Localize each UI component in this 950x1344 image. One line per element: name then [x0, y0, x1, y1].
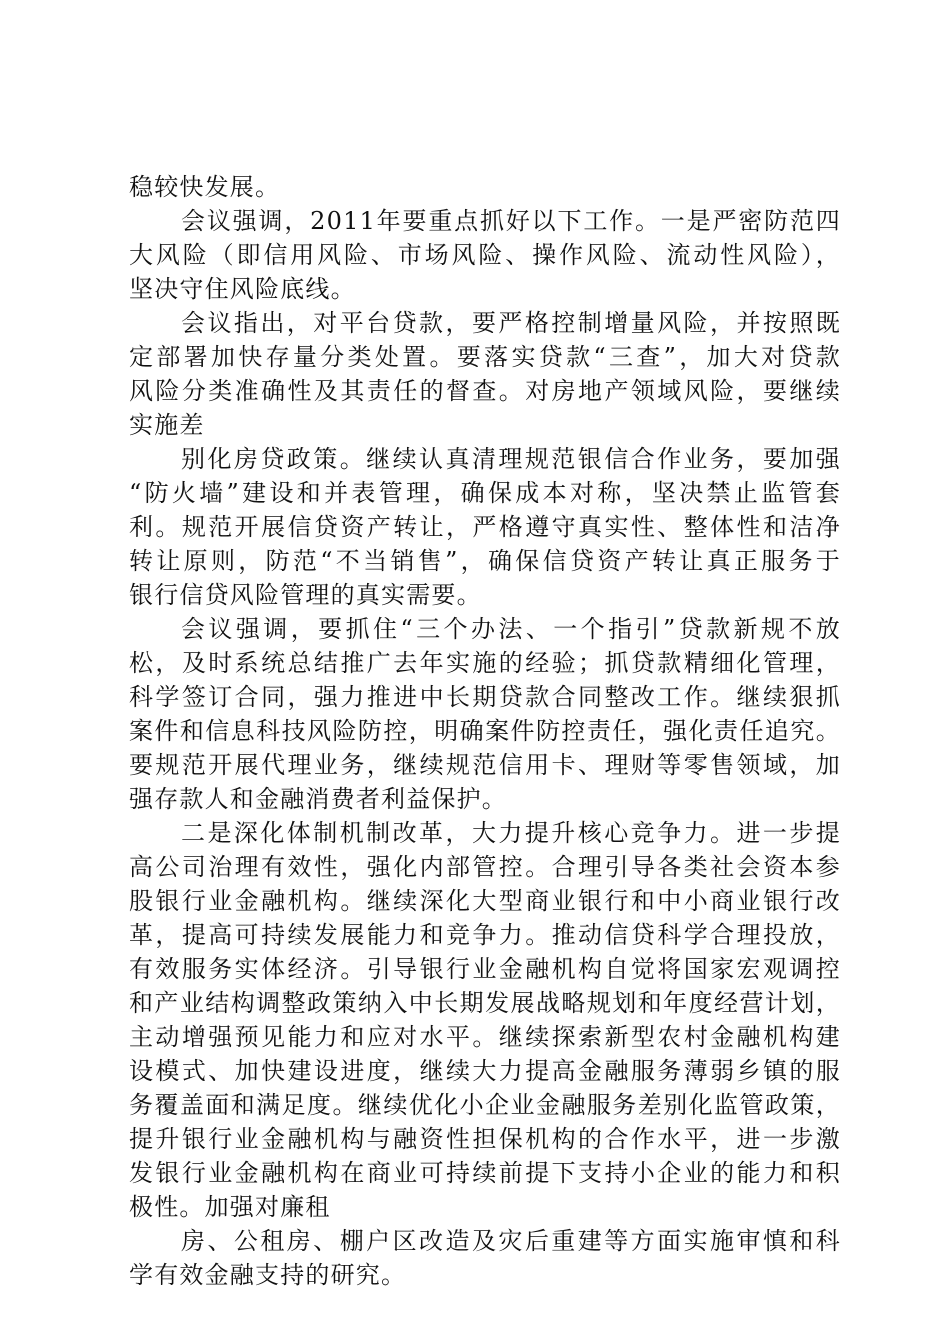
text-line: 别化房贷政策。继续认真清理规范银信合作业务，要加强 — [181, 445, 841, 473]
text-line: 设模式、加快建设进度，继续大力提高金融服务薄弱乡镇的服 — [129, 1057, 841, 1085]
text-line: 转让原则，防范“不当销售”，确保信贷资产转让真正服务于 — [129, 547, 841, 575]
text-line: 银行信贷风险管理的真实需要。 — [129, 581, 482, 609]
text-line: 会议强调，要抓住“三个办法、一个指引”贷款新规不放 — [181, 615, 841, 643]
text-line: 提升银行业金融机构与融资性担保机构的合作水平，进一步激 — [129, 1125, 841, 1153]
text-line: 高公司治理有效性，强化内部管控。合理引导各类社会资本参 — [129, 853, 841, 881]
text-line: 强存款人和金融消费者利益保护。 — [129, 785, 507, 813]
text-line: 主动增强预见能力和应对水平。继续探索新型农村金融机构建 — [129, 1023, 841, 1051]
text-line: 股银行业金融机构。继续深化大型商业银行和中小商业银行改 — [129, 887, 841, 915]
text-line: “防火墙”建设和并表管理，确保成本对称，坚决禁止监管套 — [129, 479, 841, 507]
text-line: 松，及时系统总结推广去年实施的经验；抓贷款精细化管理， — [129, 649, 841, 677]
text-line: 会议指出，对平台贷款，要严格控制增量风险，并按照既 — [181, 309, 841, 337]
text-line: 会议强调，2011年要重点抓好以下工作。一是严密防范四 — [181, 207, 841, 235]
text-line: 极性。加强对廉租 — [129, 1193, 331, 1221]
text-line: 稳较快发展。 — [129, 173, 281, 201]
text-line: 实施差 — [129, 411, 205, 439]
text-line: 要规范开展代理业务，继续规范信用卡、理财等零售领域，加 — [129, 751, 841, 779]
text-line: 房、公租房、棚户区改造及灾后重建等方面实施审慎和科 — [181, 1227, 841, 1255]
text-line: 学有效金融支持的研究。 — [129, 1261, 407, 1289]
text-line: 利。规范开展信贷资产转让，严格遵守真实性、整体性和洁净 — [129, 513, 841, 541]
text-line: 和产业结构调整政策纳入中长期发展战略规划和年度经营计划， — [129, 989, 841, 1017]
text-line: 务覆盖面和满足度。继续优化小企业金融服务差别化监管政策， — [129, 1091, 841, 1119]
text-line: 大风险（即信用风险、市场风险、操作风险、流动性风险）， — [129, 241, 841, 269]
text-line: 二是深化体制机制改革，大力提升核心竞争力。进一步提 — [181, 819, 841, 847]
text-line: 坚决守住风险底线。 — [129, 275, 356, 303]
text-line: 案件和信息科技风险防控，明确案件防控责任，强化责任追究。 — [129, 717, 841, 745]
text-line: 革，提高可持续发展能力和竞争力。推动信贷科学合理投放， — [129, 921, 841, 949]
text-line: 科学签订合同，强力推进中长期贷款合同整改工作。继续狠抓 — [129, 683, 841, 711]
text-line: 有效服务实体经济。引导银行业金融机构自觉将国家宏观调控 — [129, 955, 841, 983]
text-line: 风险分类准确性及其责任的督查。对房地产领域风险，要继续 — [129, 377, 841, 405]
text-line: 定部署加快存量分类处置。要落实贷款“三查”，加大对贷款 — [129, 343, 841, 371]
text-line: 发银行业金融机构在商业可持续前提下支持小企业的能力和积 — [129, 1159, 841, 1187]
